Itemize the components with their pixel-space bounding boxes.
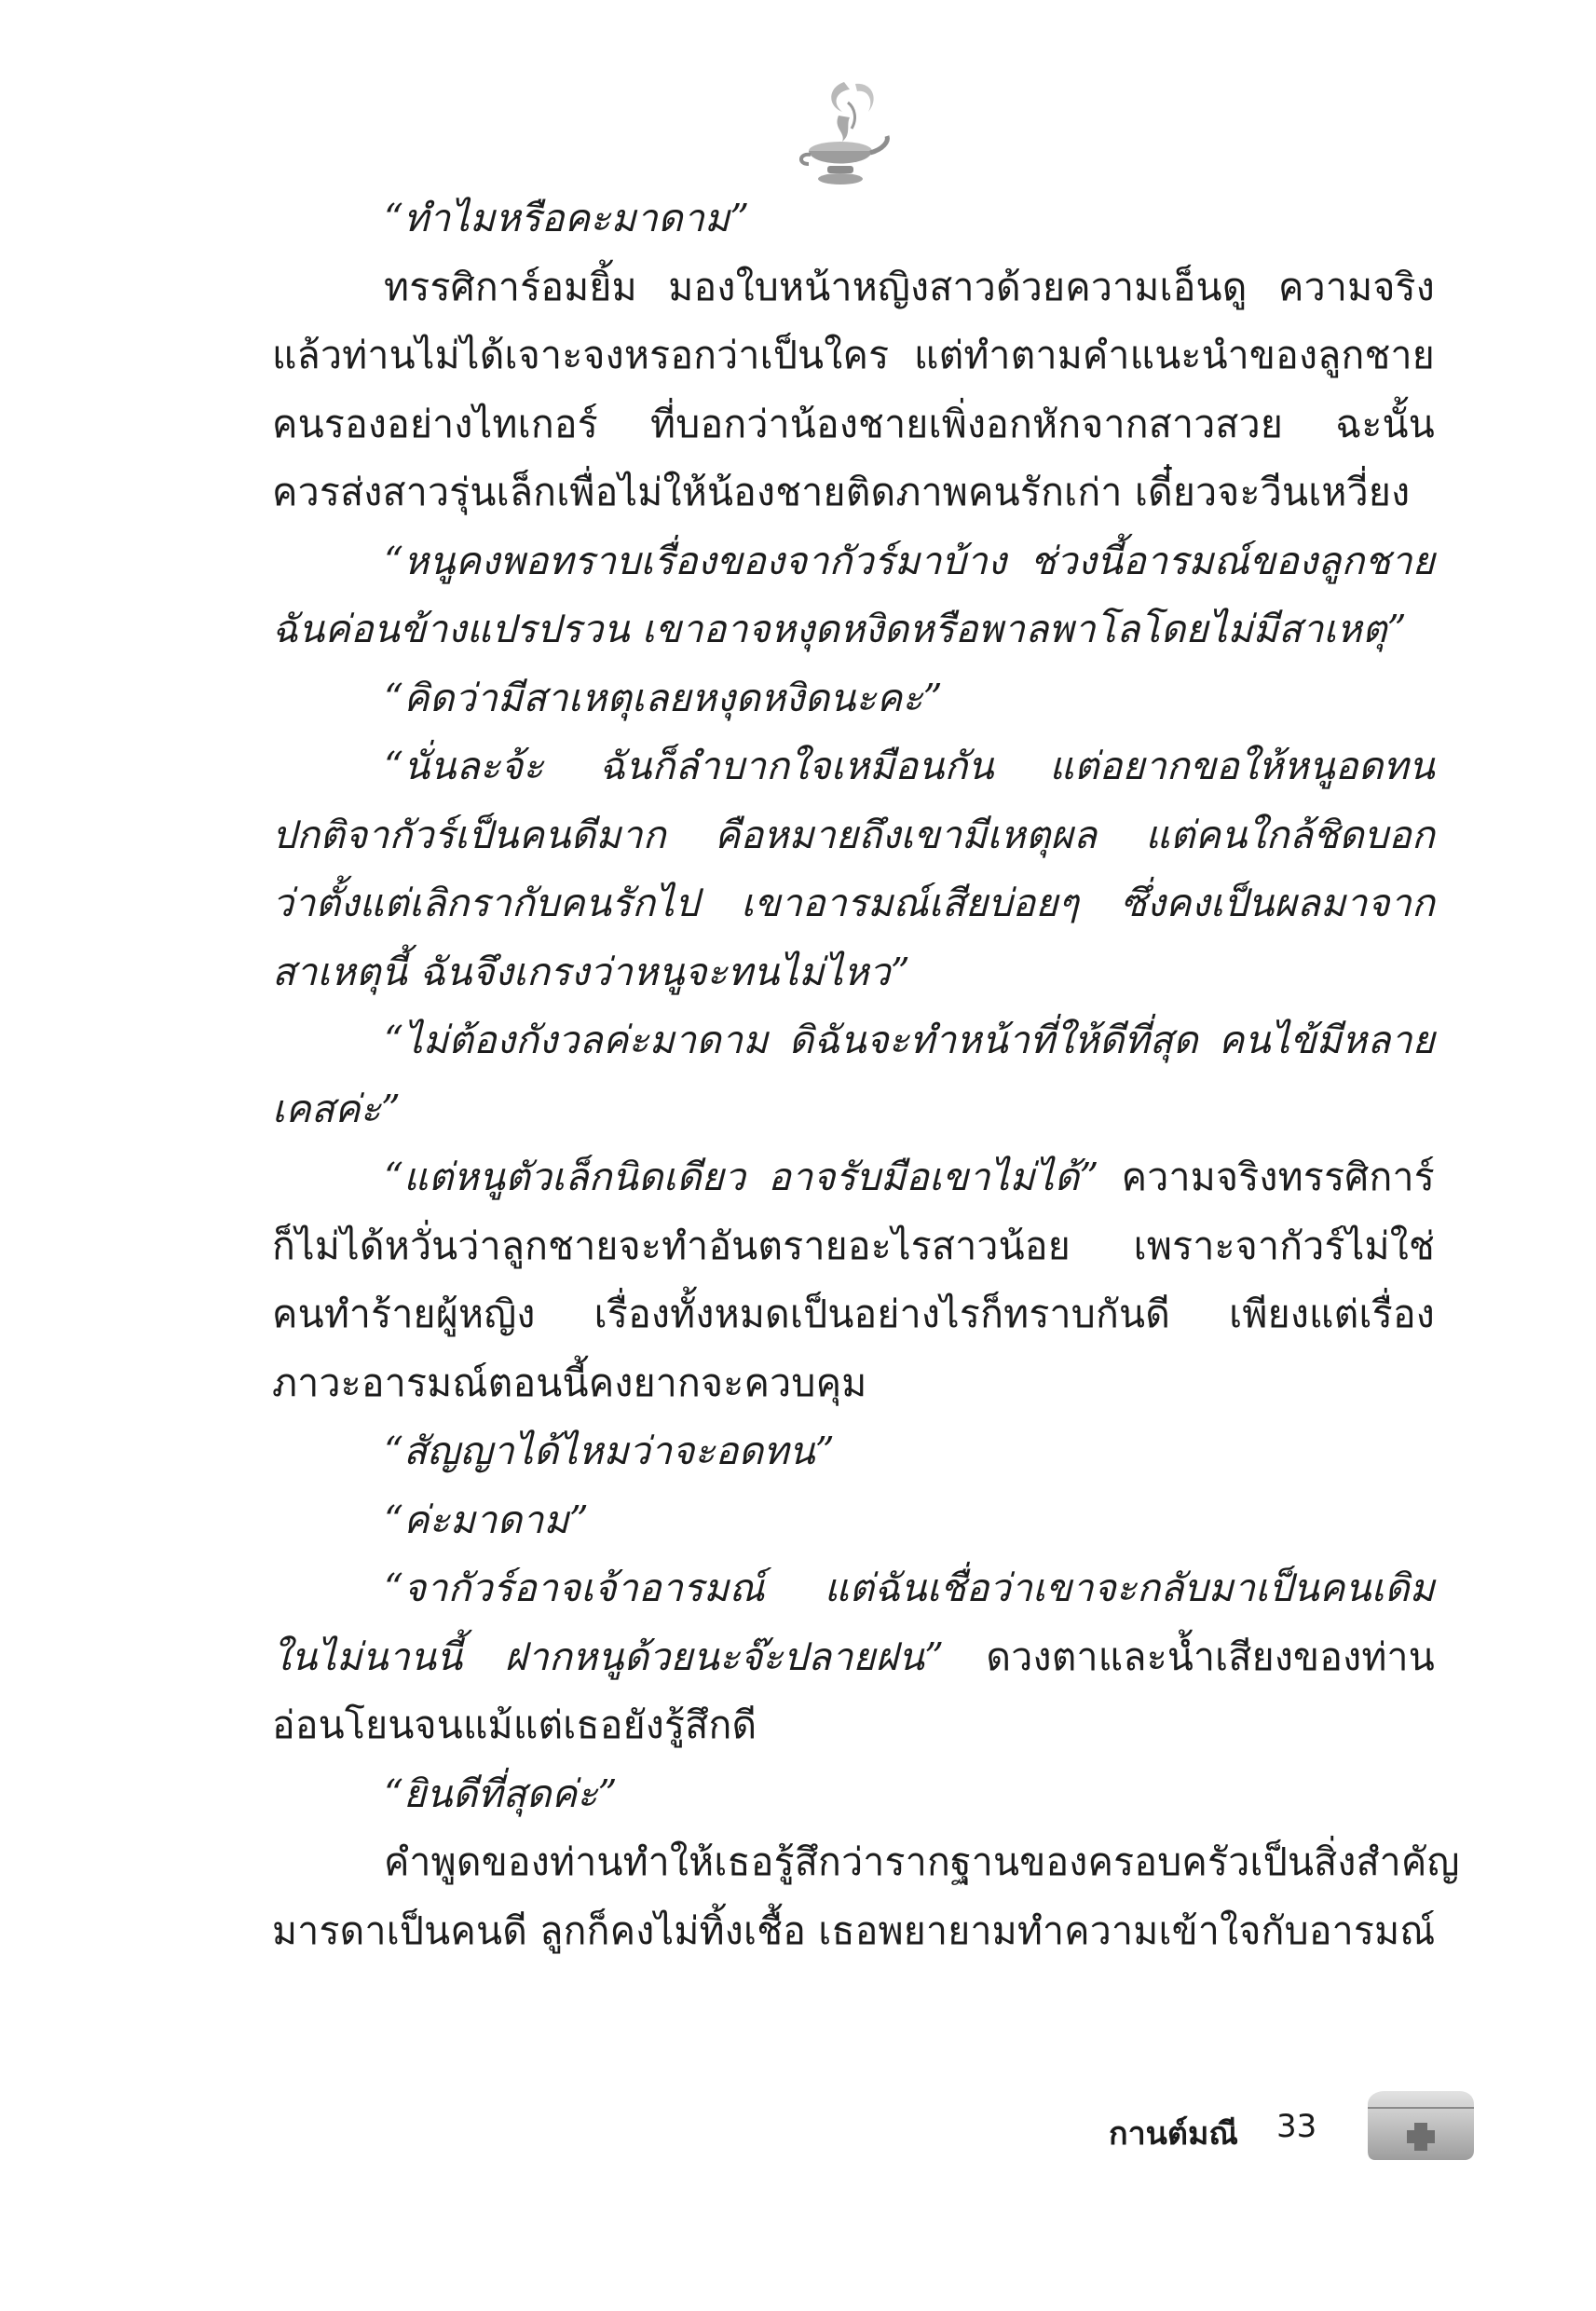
text-line: คนทำร้ายผู้หญิง เรื่องทั้งหมดเป็นอย่างไรก็ทราบกันดี เพียงแต่เรื่อง <box>272 1292 1435 1336</box>
text-line: ปกติจากัวร์เป็นคนดีมาก คือหมายถึงเขามีเหตุผล แต่คนใกล้ชิดบอก <box>272 812 1435 857</box>
text-line <box>272 1143 1435 1212</box>
text-line: ภาวะอารมณ์ตอนนี้คงยากจะควบคุม <box>272 1360 867 1405</box>
text-line: สาเหตุนี้ ฉันจึงเกรงว่าหนูจะทนไม่ไหว” <box>272 949 910 994</box>
text-line: ฉันค่อนข้างแปรปรวน เขาอาจหงุดหงิดหรือพาลพาโลโดยไม่มีสาเหตุ” <box>272 607 1407 651</box>
narration-text: ดวงตาและน้ำเสียงของท่าน <box>944 1634 1435 1679</box>
text-line: “คิดว่ามีสาเหตุเลยหงุดหงิดนะคะ” <box>384 675 943 720</box>
dialogue-text: ในไม่นานนี้ ฝากหนูด้วยนะจ๊ะปลายฝน” <box>272 1634 945 1679</box>
text-line: “หนูคงพอทราบเรื่องของจากัวร์มาบ้าง ช่วงนี้อารมณ์ของลูกชาย <box>384 538 1435 583</box>
text-line: มารดาเป็นคนดี ลูกก็คงไม่ทิ้งเชื้อ เธอพยายามทำความเข้าใจกับอารมณ์ <box>272 1908 1436 1953</box>
dialogue-text: “แต่หนูตัวเล็กนิดเดียว อาจรับมือเขาไม่ได้” <box>384 1155 1099 1199</box>
text-line: คนรองอย่างไทเกอร์ ที่บอกว่าน้องชายเพิ่งอกหักจากสาวสวย ฉะนั้น <box>272 401 1435 446</box>
page-body <box>272 185 1460 1965</box>
text-line: “สัญญาได้ไหมว่าจะอดทน” <box>384 1429 835 1473</box>
text-line: คำพูดของท่านทำให้เธอรู้สึกว่ารากฐานของครอบครัวเป็นสิ่งสำคัญ <box>384 1839 1460 1884</box>
text-line: “จากัวร์อาจเจ้าอารมณ์ แต่ฉันเชื่อว่าเขาจะกลับมาเป็นคนเดิม <box>384 1566 1435 1610</box>
text-line: ว่าตั้งแต่เลิกรากับคนรักไป เขาอารมณ์เสียบ่อยๆ ซึ่งคงเป็นผลมาจาก <box>272 881 1435 925</box>
narration-text: ความจริงทรรศิการ์ <box>1098 1155 1436 1199</box>
text-line: “ค่ะมาดาม” <box>384 1497 589 1542</box>
text-line: “ไม่ต้องกังวลค่ะมาดาม ดิฉันจะทำหน้าที่ให้ดีที่สุด คนไข้มีหลาย <box>384 1018 1435 1062</box>
text-line: แล้วท่านไม่ได้เจาะจงหรอกว่าเป็นใคร แต่ทำตามคำแนะนำของลูกชาย <box>272 333 1435 377</box>
first-aid-box-icon <box>1362 2087 1478 2162</box>
text-line <box>272 1623 1435 1692</box>
text-line: เคสค่ะ” <box>272 1086 402 1131</box>
text-line: ควรส่งสาวรุ่นเล็กเพื่อไม่ให้น้องชายติดภาพคนรักเก่า เดี๋ยวจะวีนเหวี่ยง <box>272 470 1411 514</box>
text-line: “ทำไมหรือคะมาดาม” <box>384 196 750 240</box>
magic-lamp-icon <box>790 75 893 196</box>
text-line: ก็ไม่ได้หวั่นว่าลูกชายจะทำอันตรายอะไรสาวน้อย เพราะจากัวร์ไม่ใช่ <box>272 1223 1435 1268</box>
text-line: “นั่นละจ้ะ ฉันก็ลำบากใจเหมือนกัน แต่อยากขอให้หนูอดทน <box>384 744 1435 788</box>
text-line: อ่อนโยนจนแม้แต่เธอยังรู้สึกดี <box>272 1702 757 1747</box>
text-line: ทรรศิการ์อมยิ้ม มองใบหน้าหญิงสาวด้วยความเอ็นดู ความจริง <box>384 264 1435 309</box>
page-number: 33 <box>1276 2108 1317 2145</box>
book-title: กานต์มณี <box>1109 2115 1238 2153</box>
text-line: “ยินดีที่สุดค่ะ” <box>384 1771 618 1816</box>
